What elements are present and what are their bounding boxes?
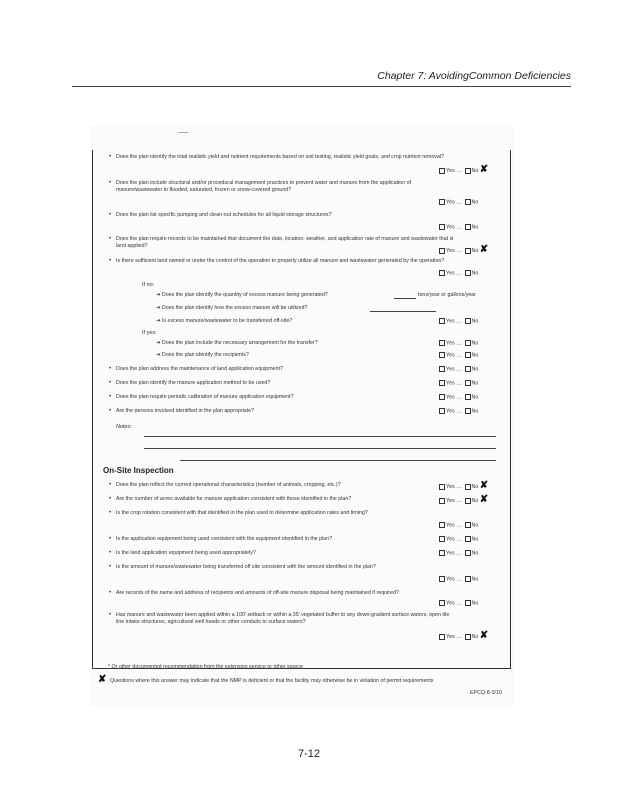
answer-boxes: Yes .... No ✘ (438, 496, 488, 504)
answer-boxes: Yes .... No ✘ (438, 166, 488, 174)
question-item: • Does the plan identify the manure application method to be used? (109, 380, 271, 386)
question-item: • Has manure and wastewater been applied within a 100' setback or within a 35' vegetated buffer to any down-gradient surface waters, open tile line intake structures, agricultural well heads or other conduits to surface waters? (109, 612, 450, 625)
answer-boxes: Yes .... No (438, 366, 478, 372)
sub-question: ➔ Is excess manure/wastewater to be transferred off-site? (156, 318, 293, 324)
if-no-label: If no: (142, 282, 155, 288)
question-item: • Is the amount of manure/wastewater being transferred off site consistent with the amount identified in the plan? (109, 564, 376, 570)
question-item: • Does the plan reflect the current operational characteristics (number of animals, cropping, etc.)? (109, 482, 341, 488)
question-item: • Is the land application equipment being used appropriately? (109, 550, 256, 556)
answer-boxes: Yes .... No ✘ (438, 482, 488, 490)
footnote-first: * Or other documented recommendation from the extension service or other source (108, 664, 303, 670)
deficiency-x-mark: ✘ (479, 480, 489, 491)
fill-line (370, 311, 436, 312)
sub-question: ➔ Does the plan identify the recipients? (156, 352, 249, 358)
answer-boxes: Yes .... No (438, 199, 478, 205)
notes-label: Notes: (116, 424, 132, 430)
answer-boxes: Yes .... No (438, 408, 478, 414)
deficiency-x-mark: ✘ (479, 164, 489, 175)
deficiency-x-mark: ✘ (479, 630, 489, 641)
answer-boxes: Yes .... No ✘ (438, 632, 488, 640)
sub-question: ➔ Does the plan identify how the excess manure will be utilized? (156, 305, 308, 311)
deficiency-x-mark: ✘ (479, 244, 489, 255)
chapter-header: Chapter 7: AvoidingCommon Deficiencies (377, 70, 571, 82)
question-item: • Is the crop rotation consistent with that identified in the plan used to determine application rates and timing? (109, 510, 368, 516)
sub-question: ➔ Does the plan identify the quantity of excess manure being generated? (156, 292, 328, 298)
answer-boxes: Yes .... No (438, 536, 478, 542)
section-title: On-Site Inspection (103, 466, 174, 475)
question-item: • Is the application equipment being used consistent with the equipment identified in the plan? (109, 536, 333, 542)
answer-boxes: Yes .... No (438, 340, 478, 346)
deficiency-x-mark: ✘ (479, 494, 489, 505)
page-number: 7-12 (297, 748, 321, 760)
answer-boxes: Yes .... No (438, 224, 478, 230)
answer-boxes: Yes .... No (438, 550, 478, 556)
footnote-second: Questions where this answer may indicate that the NMP is deficient or that the facility may otherwise be in violation of permit requirements (110, 678, 434, 684)
answer-boxes: Yes .... No (438, 576, 478, 582)
question-item: • Are records of the name and address of recipients and amounts of off-site manure disposal being maintained if required? (109, 590, 399, 596)
fill-line (394, 298, 416, 299)
answer-boxes: Yes .... No (438, 394, 478, 400)
answer-boxes: Yes .... No (438, 318, 478, 324)
answer-boxes: Yes .... No (438, 270, 478, 276)
fill-line (180, 460, 496, 461)
answer-boxes: Yes .... No (438, 522, 478, 528)
header-rule (72, 86, 571, 87)
answer-boxes: Yes .... No ✘ (438, 246, 488, 254)
question-item: • Does the plan require periodic calibration of manure application equipment? (109, 394, 294, 400)
question-item: • Are the number of acres available for manure application consistent with those identified in the plan? (109, 496, 352, 502)
question-item: • Does the plan identify the total realistic yield and nutrient requirements based on soil testing, realistic yield goals, and crop nutrient removal? (109, 154, 444, 160)
answer-boxes: Yes .... No (438, 600, 478, 606)
answer-boxes: Yes .... No (438, 380, 478, 386)
question-item: • Does the plan include structural and/or procedural management practices to prevent water and manure from the application of manure/wastewater to flooded, saturated, frozen or snow-covered ground? (109, 180, 412, 193)
question-item: • Are the persons involved identified in the plan appropriate? (109, 408, 255, 414)
if-yes-label: If yes: (142, 330, 157, 336)
fill-line (144, 448, 496, 449)
question-item: • Does the plan list specific pumping and clean-out schedules for all liquid storage structures? (109, 212, 332, 218)
scan-mark (178, 132, 188, 133)
question-item: • Does the plan address the maintenance of land application equipment? (109, 366, 283, 372)
answer-boxes: Yes .... No (438, 352, 478, 358)
units-label: tons/year or gallons/year (418, 292, 477, 298)
form-code: EPCQ-8-3/10 (470, 690, 502, 696)
question-item: • Does the plan require records to be maintained that document the date, location, weather, and application rate of manure and wastewater that is land applied? (109, 236, 454, 249)
fill-line (144, 436, 496, 437)
footnote-x-mark: ✘ (98, 674, 107, 685)
sub-question: ➔ Does the plan include the necessary arrangement for the transfer? (156, 340, 318, 346)
question-item: • Is there sufficient land owned or under the control of the operation to properly utilize all manure and wastewater generated by the operation? (109, 258, 445, 264)
